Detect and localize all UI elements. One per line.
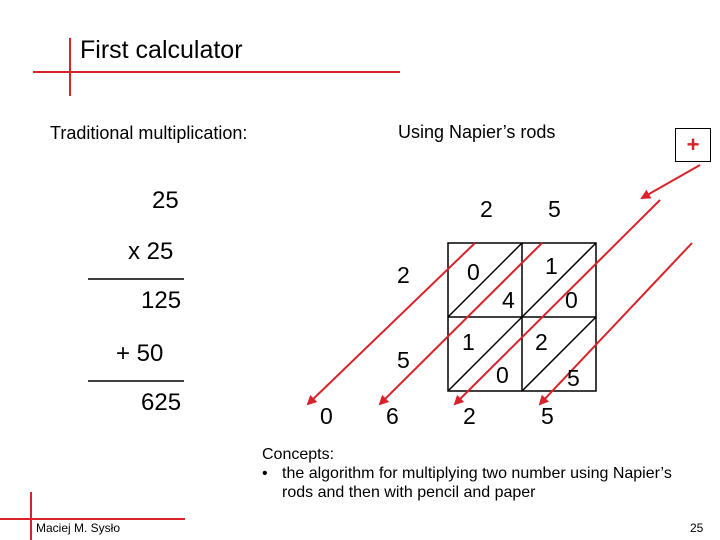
napier-diagonal-sum: 2 (463, 403, 476, 429)
napier-left-digit: 5 (397, 347, 410, 373)
napier-cell-digit: 1 (545, 253, 558, 279)
diagonal-arrow-icon (308, 243, 475, 404)
diagonal-arrow-icon (540, 243, 692, 404)
traditional-heading: Traditional multiplication: (50, 123, 248, 143)
napier-cell-digit: 5 (567, 365, 580, 391)
plus-button[interactable]: + (675, 128, 711, 162)
napier-top-digit: 5 (548, 196, 561, 222)
calc-partial-1: 125 (141, 287, 182, 314)
napier-heading: Using Napier’s rods (398, 122, 556, 142)
napier-cell-diagonal-3 (448, 317, 522, 391)
napier-cell-digit: 4 (502, 287, 515, 313)
concepts-item: • the algorithm for multiplying two number using Napier’s rods and then with pencil and paper (262, 464, 702, 502)
slide-title: First calculator (80, 36, 243, 64)
calc-multiplicand: 25 (152, 187, 179, 214)
napier-top-digit: 2 (480, 196, 493, 222)
diagonal-arrow-icon (455, 200, 660, 404)
footer-author: Maciej M. Sysło (36, 521, 121, 535)
concepts-heading: Concepts: (262, 446, 335, 463)
concepts-list (262, 464, 702, 502)
napier-cell-digit: 0 (496, 362, 509, 388)
napier-cell-digit: 0 (467, 259, 480, 285)
napier-cell-digit: 2 (535, 329, 548, 355)
concepts-block (262, 445, 702, 502)
napier-diagonal-sum: 0 (320, 403, 333, 429)
napier-cell-diagonal-4 (522, 317, 596, 391)
calc-result: 625 (141, 389, 182, 416)
napier-diagonal-sum: 5 (541, 403, 554, 429)
page-number: 25 (690, 521, 704, 535)
calc-partial-2: + 50 (116, 340, 164, 367)
napier-diagonal-sum: 6 (386, 403, 399, 429)
diagonal-arrow-icon (642, 165, 700, 198)
napier-cell-digit: 1 (462, 329, 475, 355)
napier-cell-digit: 0 (565, 287, 578, 313)
napier-cell-diagonal-2 (522, 243, 596, 317)
napier-left-digit: 2 (397, 262, 410, 288)
calc-multiplier: x 25 (128, 238, 174, 265)
